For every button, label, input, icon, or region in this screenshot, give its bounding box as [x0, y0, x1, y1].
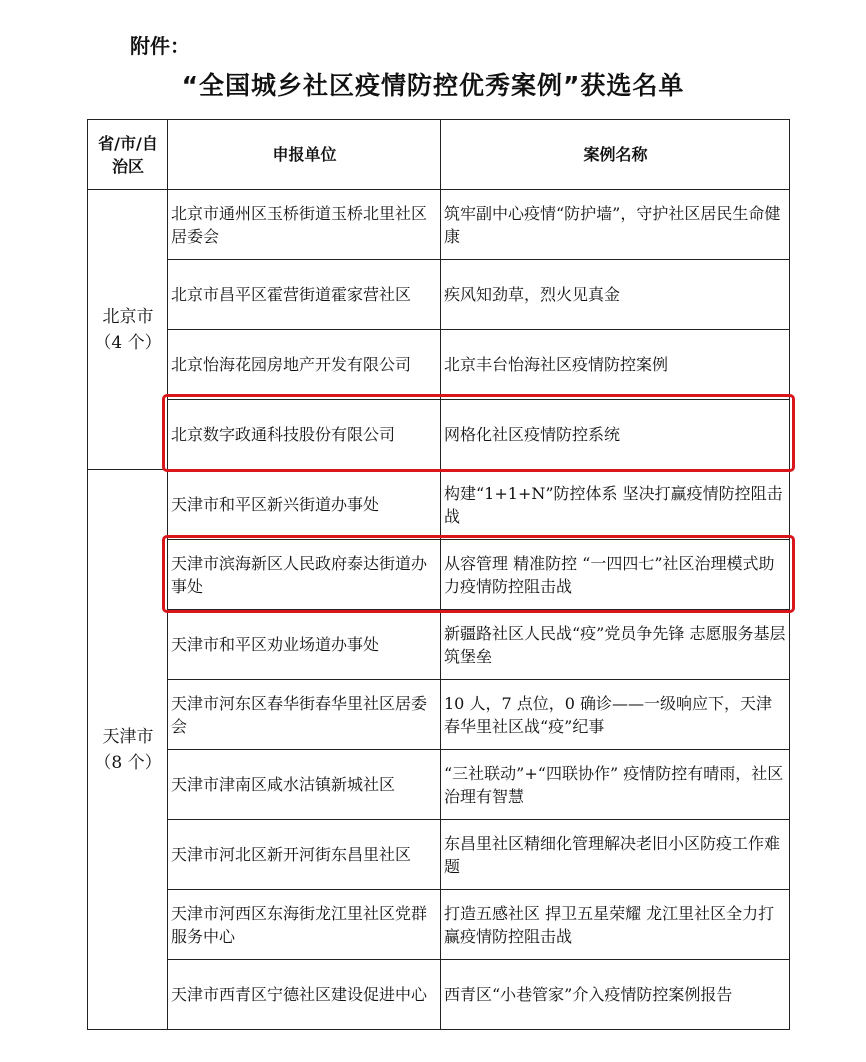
unit-cell: 北京怡海花园房地产开发有限公司 — [168, 330, 441, 400]
case-cell: 筑牢副中心疫情“防护墙”，守护社区居民生命健康 — [441, 190, 790, 260]
table-row — [88, 680, 790, 750]
unit-cell: 北京市通州区玉桥街道玉桥北里社区居委会 — [168, 190, 441, 260]
case-cell: 东昌里社区精细化管理解决老旧小区防疫工作难题 — [441, 820, 790, 890]
table-row — [88, 330, 790, 400]
results-table — [87, 119, 790, 1030]
case-cell: 构建“1+1+N”防控体系 坚决打赢疫情防控阻击战 — [441, 470, 790, 540]
unit-cell: 天津市和平区劝业场道办事处 — [168, 610, 441, 680]
case-cell: 从容管理 精准防控 “一四四七”社区治理模式助力疫情防控阻击战 — [441, 540, 790, 610]
unit-cell: 北京数字政通科技股份有限公司 — [168, 400, 441, 470]
province-cell: 天津市 （8 个） — [88, 470, 168, 1030]
table-row — [88, 260, 790, 330]
attachment-label: 附件： — [130, 34, 190, 58]
table-row — [88, 540, 790, 610]
table-row — [88, 820, 790, 890]
table-row — [88, 470, 790, 540]
case-cell: “三社联动”+“四联协作” 疫情防控有晴雨，社区治理有智慧 — [441, 750, 790, 820]
column-header-province: 省/市/自治区 — [88, 120, 168, 190]
case-cell: 西青区“小巷管家”介入疫情防控案例报告 — [441, 960, 790, 1030]
column-header-unit: 申报单位 — [168, 120, 441, 190]
unit-cell: 天津市河北区新开河街东昌里社区 — [168, 820, 441, 890]
case-cell: 10 人，7 点位，0 确诊——一级响应下，天津春华里社区战“疫”纪事 — [441, 680, 790, 750]
page-title: “全国城乡社区疫情防控优秀案例”获选名单 — [181, 71, 685, 100]
table-row — [88, 190, 790, 260]
unit-cell: 天津市河西区东海街龙江里社区党群服务中心 — [168, 890, 441, 960]
unit-cell: 天津市津南区咸水沽镇新城社区 — [168, 750, 441, 820]
table-row — [88, 610, 790, 680]
table-row — [88, 890, 790, 960]
case-cell: 疾风知劲草，烈火见真金 — [441, 260, 790, 330]
column-header-case: 案例名称 — [441, 120, 790, 190]
case-cell: 北京丰台怡海社区疫情防控案例 — [441, 330, 790, 400]
unit-cell: 天津市滨海新区人民政府泰达街道办事处 — [168, 540, 441, 610]
table-header-row — [88, 120, 790, 190]
unit-cell: 北京市昌平区霍营街道霍家营社区 — [168, 260, 441, 330]
unit-cell: 天津市河东区春华街春华里社区居委会 — [168, 680, 441, 750]
unit-cell: 天津市和平区新兴街道办事处 — [168, 470, 441, 540]
table-row — [88, 400, 790, 470]
table-row — [88, 960, 790, 1030]
table-row — [88, 750, 790, 820]
case-cell: 打造五感社区 捍卫五星荣耀 龙江里社区全力打赢疫情防控阻击战 — [441, 890, 790, 960]
unit-cell: 天津市西青区宁德社区建设促进中心 — [168, 960, 441, 1030]
case-cell: 网格化社区疫情防控系统 — [441, 400, 790, 470]
province-cell: 北京市 （4 个） — [88, 190, 168, 470]
case-cell: 新疆路社区人民战“疫”党员争先锋 志愿服务基层筑堡垒 — [441, 610, 790, 680]
